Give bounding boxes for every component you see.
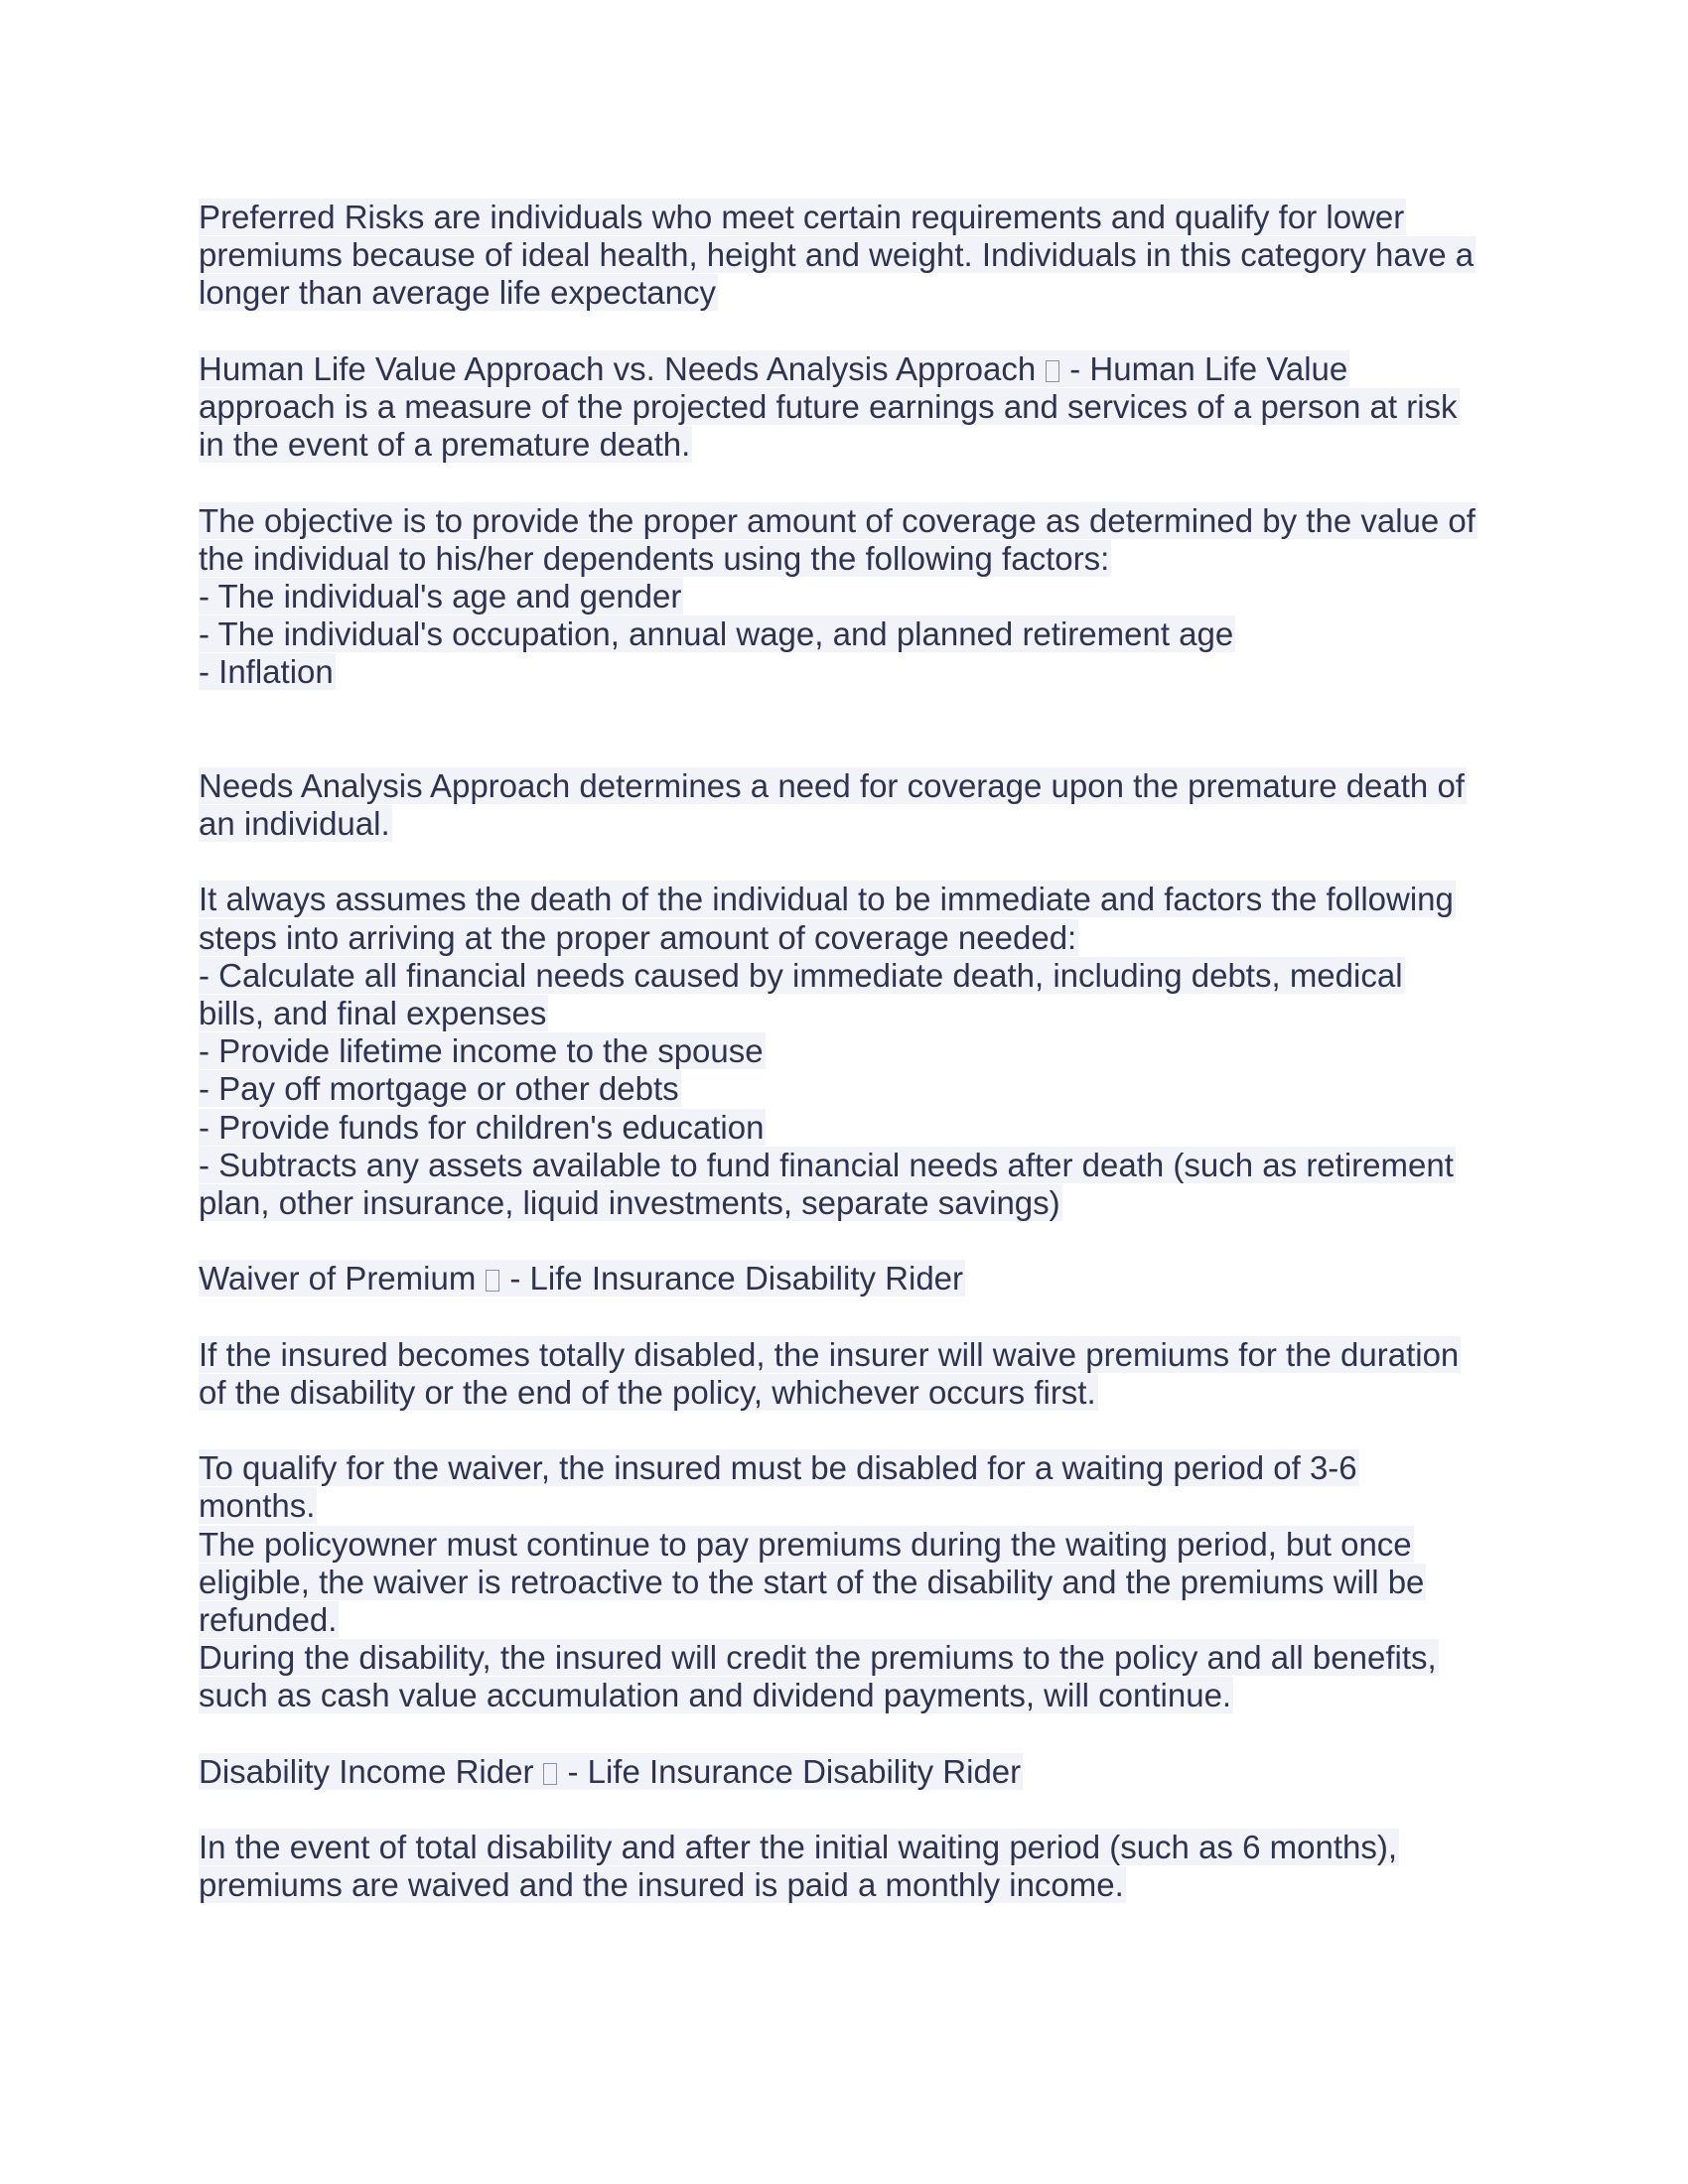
text-line: in the event of a premature death. (199, 426, 691, 464)
document-body (199, 199, 1509, 1904)
paragraph-objective (199, 502, 1509, 692)
flashcard-definition-start: - Life Insurance Disability Rider (567, 1752, 1022, 1790)
missing-glyph-icon (1046, 360, 1059, 382)
flashcard-term: Human Life Value Approach vs. Needs Analysis Approach (199, 349, 1037, 387)
missing-glyph-icon (543, 1763, 557, 1785)
list-item: - Provide funds for children's education (199, 1108, 765, 1146)
paragraph-waiver-qualification (199, 1449, 1509, 1714)
text-line: the individual to his/her dependents using the following factors: (199, 539, 1110, 577)
text-line: premiums are waived and the insured is paid a monthly income. (199, 1866, 1124, 1904)
text-line: To qualify for the waiver, the insured must be disabled for a waiting period of 3-6 (199, 1449, 1357, 1487)
list-item-continued: plan, other insurance, liquid investments, separate savings) (199, 1183, 1060, 1221)
text-line: such as cash value accumulation and dividend payments, will continue. (199, 1677, 1232, 1714)
text-line: The objective is to provide the proper amount of coverage as determined by the value of (199, 501, 1476, 539)
list-item: - Calculate all financial needs caused by immediate death, including debts, medical (199, 956, 1403, 994)
list-item: - Subtracts any assets available to fund financial needs after death (such as retirement (199, 1146, 1454, 1183)
text-line: eligible, the waiver is retroactive to the start of the disability and the premiums will be (199, 1563, 1425, 1600)
list-item: - Pay off mortgage or other debts (199, 1070, 679, 1108)
list-item: - Provide lifetime income to the spouse (199, 1032, 764, 1070)
flashcard-disability-income-rider (199, 1753, 1509, 1791)
text-line: Needs Analysis Approach determines a need for coverage upon the premature death of (199, 766, 1465, 804)
text-line: steps into arriving at the proper amount of coverage needed: (199, 918, 1077, 956)
flashcard-definition-start: - Human Life Value (1069, 349, 1348, 387)
text-line: approach is a measure of the projected future earnings and services of a person at risk (199, 387, 1458, 425)
text-line: It always assumes the death of the individual to be immediate and factors the following (199, 881, 1454, 918)
missing-glyph-icon (486, 1270, 499, 1292)
text-line: months. (199, 1487, 316, 1525)
text-line: an individual. (199, 805, 390, 843)
paragraph-waiver-definition (199, 1336, 1509, 1412)
text-line: of the disability or the end of the policy, whichever occurs first. (199, 1373, 1096, 1411)
flashcard-definition-start: - Life Insurance Disability Rider (509, 1260, 964, 1297)
text-line: longer than average life expectancy (199, 274, 717, 312)
list-item: - Inflation (199, 653, 334, 691)
flashcard-waiver-of-premium (199, 1260, 1509, 1297)
flashcard-term: Disability Income Rider (199, 1752, 534, 1790)
paragraph-preferred-risks (199, 199, 1509, 313)
text-line: premiums because of ideal health, height and weight. Individuals in this category have a (199, 236, 1475, 274)
list-item: - The individual's age and gender (199, 577, 682, 614)
paragraph-needs-steps (199, 881, 1509, 1222)
text-line: Preferred Risks are individuals who meet certain requirements and qualify for lower (199, 199, 1405, 235)
text-line: The policyowner must continue to pay premiums during the waiting period, but once (199, 1525, 1412, 1563)
list-item-continued: bills, and final expenses (199, 994, 547, 1031)
text-line: refunded. (199, 1600, 338, 1638)
flashcard-term: Waiver of Premium (199, 1260, 477, 1297)
flashcard-human-life-value (199, 350, 1509, 465)
paragraph-disability-income (199, 1829, 1509, 1904)
text-line: If the insured becomes totally disabled, the insurer will waive premiums for the duration (199, 1335, 1460, 1373)
text-line: During the disability, the insured will credit the premiums to the policy and all benefits, (199, 1639, 1437, 1677)
paragraph-needs-analysis (199, 767, 1509, 843)
text-line: In the event of total disability and after the initial waiting period (such as 6 months), (199, 1829, 1397, 1866)
list-item: - The individual's occupation, annual wage, and planned retirement age (199, 615, 1234, 653)
